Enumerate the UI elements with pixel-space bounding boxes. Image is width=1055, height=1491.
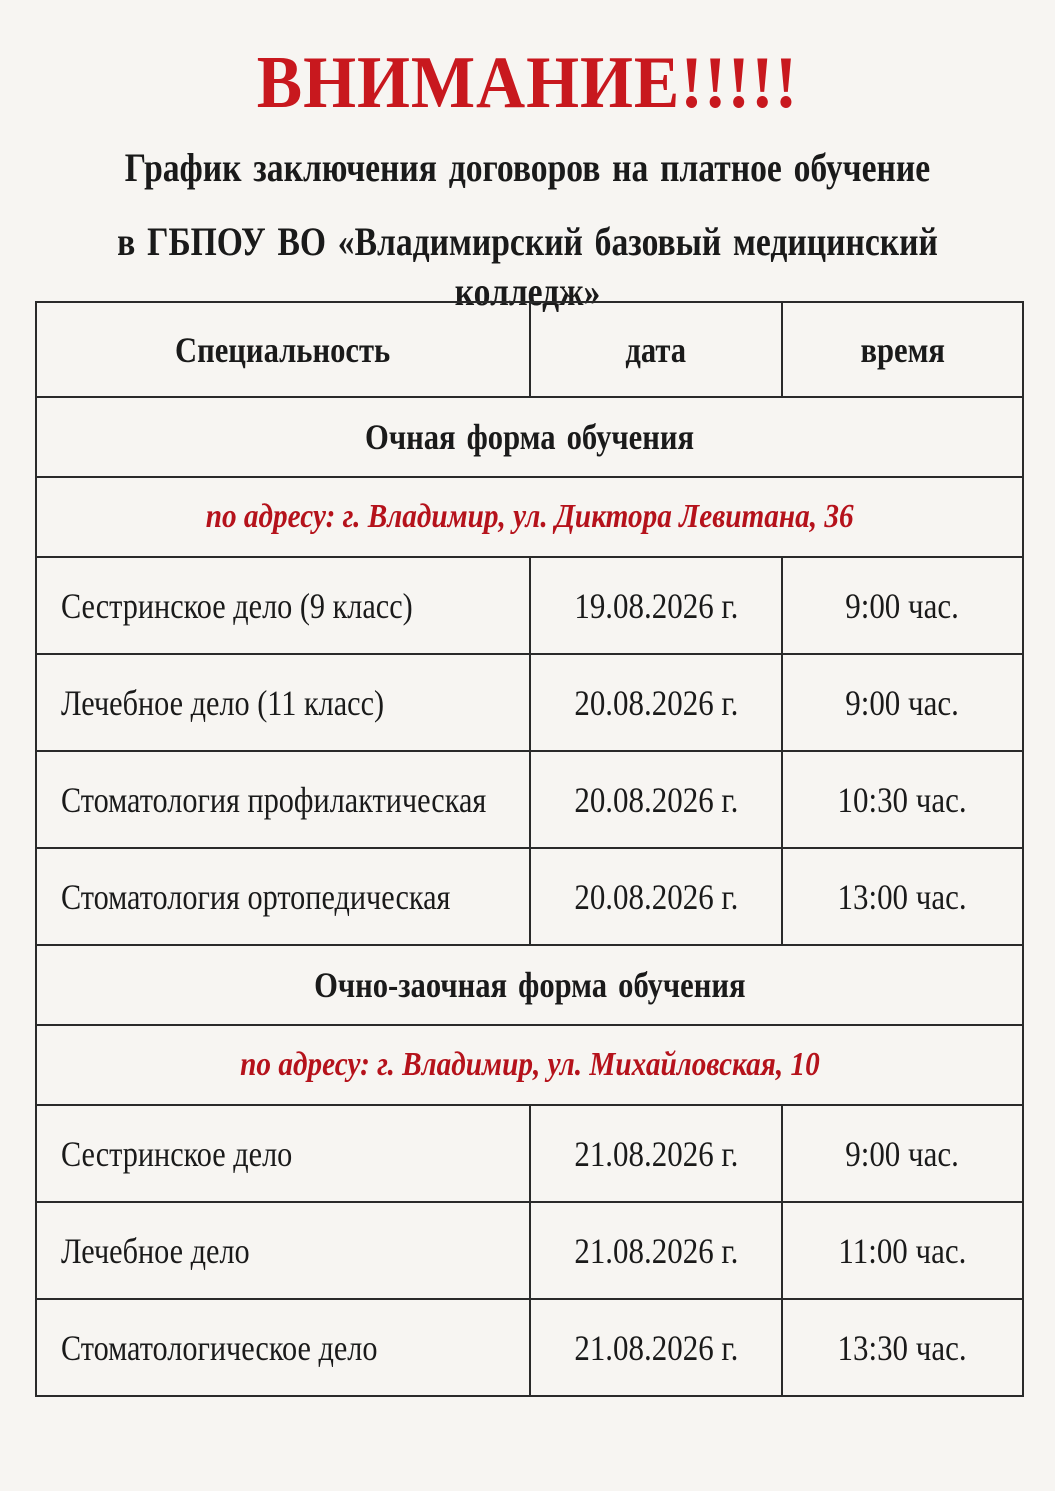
column-header-date-label: дата <box>625 329 687 370</box>
specialty-cell <box>36 848 530 945</box>
column-header-specialty-label: Специальность <box>175 329 391 370</box>
time-cell <box>782 1202 1023 1299</box>
table-row <box>36 1299 1023 1396</box>
date-cell <box>530 1299 782 1396</box>
date-cell <box>530 1105 782 1202</box>
section-title <box>36 397 1023 477</box>
specialty-cell <box>36 1202 530 1299</box>
specialty-label: Стоматология ортопедическая <box>61 876 451 917</box>
time-label: 11:00 час. <box>838 1230 967 1271</box>
date-label: 21.08.2026 г. <box>573 1230 739 1271</box>
table-row <box>36 1202 1023 1299</box>
schedule-table <box>35 301 1024 1397</box>
date-cell <box>530 751 782 848</box>
date-label: 20.08.2026 г. <box>573 876 739 917</box>
specialty-cell <box>36 654 530 751</box>
date-label: 21.08.2026 г. <box>573 1133 739 1174</box>
time-label: 9:00 час. <box>845 1133 960 1174</box>
date-label: 20.08.2026 г. <box>573 779 739 820</box>
section-title-label: Очно-заочная форма обучения <box>313 965 746 1005</box>
specialty-label: Лечебное дело (11 класс) <box>61 682 385 723</box>
section-row-fulltime <box>36 397 1023 477</box>
specialty-label: Сестринское дело <box>61 1133 293 1174</box>
specialty-label: Лечебное дело <box>61 1230 250 1271</box>
schedule-title-line1: График заключения договоров на платное обучение <box>124 145 931 190</box>
attention-heading: ВНИМАНИЕ!!!!! <box>256 42 799 124</box>
date-label: 19.08.2026 г. <box>573 585 739 626</box>
address-row-parttime <box>36 1025 1023 1105</box>
date-label: 20.08.2026 г. <box>573 682 739 723</box>
time-label: 13:30 час. <box>837 1327 968 1368</box>
specialty-cell <box>36 1299 530 1396</box>
time-cell <box>782 751 1023 848</box>
date-label: 21.08.2026 г. <box>573 1327 739 1368</box>
specialty-cell <box>36 557 530 654</box>
column-header-specialty <box>36 302 530 397</box>
time-cell <box>782 848 1023 945</box>
time-cell <box>782 654 1023 751</box>
table-row <box>36 751 1023 848</box>
table-row <box>36 557 1023 654</box>
section-row-parttime <box>36 945 1023 1025</box>
section-address <box>36 477 1023 557</box>
time-cell <box>782 1299 1023 1396</box>
column-header-time <box>782 302 1023 397</box>
specialty-label: Сестринское дело (9 класс) <box>61 585 413 626</box>
specialty-label: Стоматология профилактическая <box>61 779 487 820</box>
time-label: 13:00 час. <box>837 876 968 917</box>
section-address-label: по адресу: г. Владимир, ул. Михайловская, 10 <box>239 1046 820 1083</box>
table-row <box>36 654 1023 751</box>
specialty-cell <box>36 751 530 848</box>
time-label: 10:30 час. <box>837 779 968 820</box>
section-address-label: по адресу: г. Владимир, ул. Диктора Левитана, 36 <box>205 498 854 535</box>
section-title-label: Очная форма обучения <box>364 417 695 457</box>
date-cell <box>530 557 782 654</box>
time-label: 9:00 час. <box>845 682 960 723</box>
table-row <box>36 848 1023 945</box>
date-cell <box>530 654 782 751</box>
specialty-cell <box>36 1105 530 1202</box>
column-header-date <box>530 302 782 397</box>
time-cell <box>782 1105 1023 1202</box>
address-row-fulltime <box>36 477 1023 557</box>
date-cell <box>530 1202 782 1299</box>
time-label: 9:00 час. <box>845 585 960 626</box>
time-cell <box>782 557 1023 654</box>
section-address <box>36 1025 1023 1105</box>
table-header-row <box>36 302 1023 397</box>
section-title <box>36 945 1023 1025</box>
date-cell <box>530 848 782 945</box>
column-header-time-label: время <box>860 329 945 370</box>
schedule-title-line2: в ГБПОУ ВО «Владимирский базовый медицинский колледж» <box>117 219 938 314</box>
specialty-label: Стоматологическое дело <box>61 1327 378 1368</box>
table-row <box>36 1105 1023 1202</box>
